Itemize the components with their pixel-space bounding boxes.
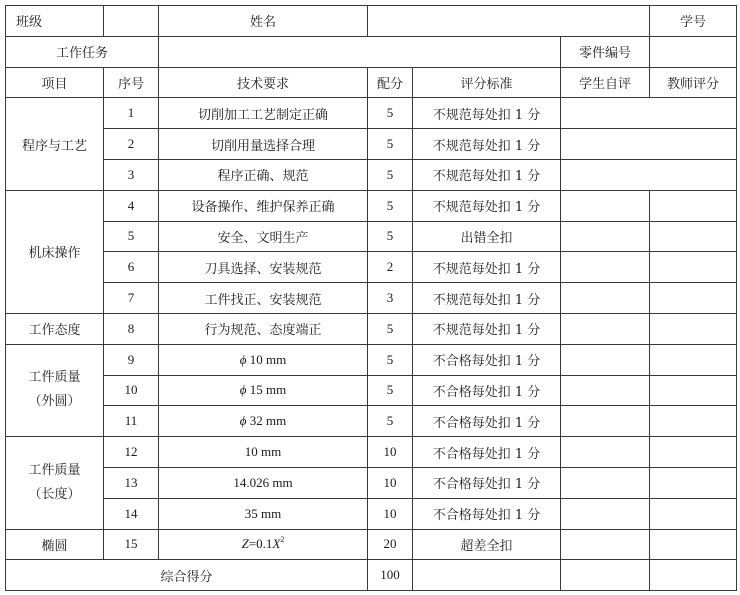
self-eval-cell[interactable]: [561, 221, 650, 252]
class-label: 班级: [6, 6, 104, 37]
phi-symbol: ϕ: [239, 382, 247, 398]
self-eval-cell[interactable]: [561, 313, 650, 344]
score-cell[interactable]: [561, 129, 737, 160]
total-points: 100: [368, 560, 413, 591]
row-seq: 9: [104, 344, 159, 375]
self-eval-cell[interactable]: [561, 190, 650, 221]
row-requirement: 安全、文明生产: [159, 221, 368, 252]
group-outer-line1: 工件质量: [28, 370, 81, 386]
col-seq-header: 序号: [104, 67, 159, 98]
row-seq: 12: [104, 437, 159, 468]
row-seq: 8: [104, 313, 159, 344]
row-seq: 14: [104, 498, 159, 529]
row-points: 5: [368, 375, 413, 406]
row-requirement: [159, 344, 368, 375]
student-id-label: 学号: [650, 6, 737, 37]
evaluation-sheet: [5, 5, 737, 591]
row-criteria: 不规范每处扣 1 分: [413, 129, 561, 160]
row-seq: 11: [104, 406, 159, 437]
table-row: [6, 344, 737, 375]
row-criteria: 不规范每处扣 1 分: [413, 190, 561, 221]
row-points: 2: [368, 252, 413, 283]
group-outer-line2: （外圆）: [28, 394, 81, 410]
teacher-eval-cell[interactable]: [650, 221, 737, 252]
table-row: [6, 129, 737, 160]
self-eval-cell[interactable]: [561, 406, 650, 437]
row-requirement: 工件找正、安装规范: [159, 283, 368, 314]
teacher-eval-cell[interactable]: [650, 313, 737, 344]
row-points: 5: [368, 129, 413, 160]
teacher-eval-cell[interactable]: [650, 467, 737, 498]
row-requirement: [159, 375, 368, 406]
table-row: [6, 498, 737, 529]
row-points: 5: [368, 221, 413, 252]
total-row: [6, 560, 737, 591]
class-input[interactable]: [104, 6, 159, 37]
phi-symbol: ϕ: [239, 413, 247, 429]
row-criteria: 不合格每处扣 1 分: [413, 344, 561, 375]
row-seq: 2: [104, 129, 159, 160]
row-seq: 13: [104, 467, 159, 498]
row-requirement: [159, 406, 368, 437]
group-length-line1: 工件质量: [28, 462, 81, 478]
teacher-eval-cell[interactable]: [650, 344, 737, 375]
formula-eq: =0.1: [248, 536, 273, 552]
table-row: [6, 437, 737, 468]
col-self-eval-header: 学生自评: [561, 67, 650, 98]
name-label: 姓名: [159, 6, 368, 37]
table-row: [6, 252, 737, 283]
score-cell[interactable]: [561, 159, 737, 190]
column-header-row: [6, 67, 737, 98]
table-row: [6, 221, 737, 252]
self-eval-cell[interactable]: [561, 498, 650, 529]
row-criteria: 不规范每处扣 1 分: [413, 313, 561, 344]
row-criteria: 不合格每处扣 1 分: [413, 406, 561, 437]
row-points: 10: [368, 467, 413, 498]
teacher-eval-cell[interactable]: [650, 406, 737, 437]
row-seq: 5: [104, 221, 159, 252]
row-points: 5: [368, 98, 413, 129]
group-ellipse: 椭圆: [6, 529, 104, 560]
row-requirement: 行为规范、态度端正: [159, 313, 368, 344]
formula-exponent: 2: [280, 535, 285, 545]
table-row: [6, 375, 737, 406]
row-requirement: 刀具选择、安装规范: [159, 252, 368, 283]
table-row: [6, 467, 737, 498]
name-input[interactable]: [368, 6, 650, 37]
teacher-eval-cell[interactable]: [650, 190, 737, 221]
row-points: 10: [368, 498, 413, 529]
table-row: [6, 313, 737, 344]
header-row-task: [6, 36, 737, 67]
group-length-line2: （长度）: [28, 486, 81, 502]
formula-x: X: [272, 536, 281, 552]
formula-z: Z: [241, 536, 249, 552]
score-cell[interactable]: [561, 98, 737, 129]
row-criteria: 不规范每处扣 1 分: [413, 283, 561, 314]
table-row: [6, 529, 737, 560]
row-criteria: 不规范每处扣 1 分: [413, 252, 561, 283]
requirement-value: 32 mm: [249, 413, 287, 429]
row-points: 20: [368, 529, 413, 560]
row-seq: 6: [104, 252, 159, 283]
evaluation-table: [5, 5, 737, 591]
row-points: 5: [368, 406, 413, 437]
col-requirement-header: 技术要求: [159, 67, 368, 98]
self-eval-cell[interactable]: [561, 467, 650, 498]
group-length: [6, 437, 104, 529]
total-teacher-eval-cell[interactable]: [650, 560, 737, 591]
row-seq: 7: [104, 283, 159, 314]
table-row: [6, 406, 737, 437]
phi-symbol: ϕ: [239, 351, 247, 367]
teacher-eval-cell[interactable]: [650, 252, 737, 283]
row-seq: 15: [104, 529, 159, 560]
row-requirement: 14.026 mm: [159, 467, 368, 498]
row-points: 5: [368, 344, 413, 375]
row-seq: 1: [104, 98, 159, 129]
row-points: 5: [368, 313, 413, 344]
col-criteria-header: 评分标准: [413, 67, 561, 98]
row-requirement: 设备操作、维护保养正确: [159, 190, 368, 221]
part-no-input[interactable]: [650, 36, 737, 67]
teacher-eval-cell[interactable]: [650, 437, 737, 468]
row-requirement: 10 mm: [159, 437, 368, 468]
row-requirement: 切削加工工艺制定正确: [159, 98, 368, 129]
row-seq: 10: [104, 375, 159, 406]
row-criteria: 出错全扣: [413, 221, 561, 252]
row-points: 5: [368, 190, 413, 221]
requirement-value: 10 mm: [249, 351, 287, 367]
row-criteria: 不合格每处扣 1 分: [413, 498, 561, 529]
row-criteria: 不合格每处扣 1 分: [413, 437, 561, 468]
self-eval-cell[interactable]: [561, 252, 650, 283]
row-requirement: 程序正确、规范: [159, 159, 368, 190]
row-seq: 3: [104, 159, 159, 190]
group-outer-diameter: [6, 344, 104, 436]
requirement-value: 15 mm: [249, 382, 287, 398]
self-eval-cell[interactable]: [561, 283, 650, 314]
row-points: 3: [368, 283, 413, 314]
teacher-eval-cell[interactable]: [650, 498, 737, 529]
self-eval-cell[interactable]: [561, 529, 650, 560]
table-row: [6, 98, 737, 129]
row-criteria: 不规范每处扣 1 分: [413, 98, 561, 129]
group-program: 程序与工艺: [6, 98, 104, 190]
task-label: 工作任务: [6, 36, 159, 67]
table-row: [6, 190, 737, 221]
row-requirement: 切削用量选择合理: [159, 129, 368, 160]
row-criteria: 超差全扣: [413, 529, 561, 560]
col-teacher-eval-header: 教师评分: [650, 67, 737, 98]
ellipse-formula: [159, 529, 368, 560]
row-requirement: 35 mm: [159, 498, 368, 529]
teacher-eval-cell[interactable]: [650, 375, 737, 406]
row-criteria: 不合格每处扣 1 分: [413, 467, 561, 498]
group-attitude: 工作态度: [6, 313, 104, 344]
row-points: 5: [368, 159, 413, 190]
teacher-eval-cell[interactable]: [650, 529, 737, 560]
table-row: [6, 283, 737, 314]
col-item-header: 项目: [6, 67, 104, 98]
teacher-eval-cell[interactable]: [650, 283, 737, 314]
task-input[interactable]: [159, 36, 561, 67]
row-points: 10: [368, 437, 413, 468]
self-eval-cell[interactable]: [561, 375, 650, 406]
header-row-class: [6, 6, 737, 37]
self-eval-cell[interactable]: [561, 344, 650, 375]
self-eval-cell[interactable]: [561, 437, 650, 468]
table-row: [6, 159, 737, 190]
total-criteria-cell: [413, 560, 561, 591]
total-self-eval-cell[interactable]: [561, 560, 650, 591]
group-machine: 机床操作: [6, 190, 104, 313]
row-criteria: 不规范每处扣 1 分: [413, 159, 561, 190]
total-label: 综合得分: [6, 560, 368, 591]
row-criteria: 不合格每处扣 1 分: [413, 375, 561, 406]
col-points-header: 配分: [368, 67, 413, 98]
part-no-label: 零件编号: [561, 36, 650, 67]
row-seq: 4: [104, 190, 159, 221]
